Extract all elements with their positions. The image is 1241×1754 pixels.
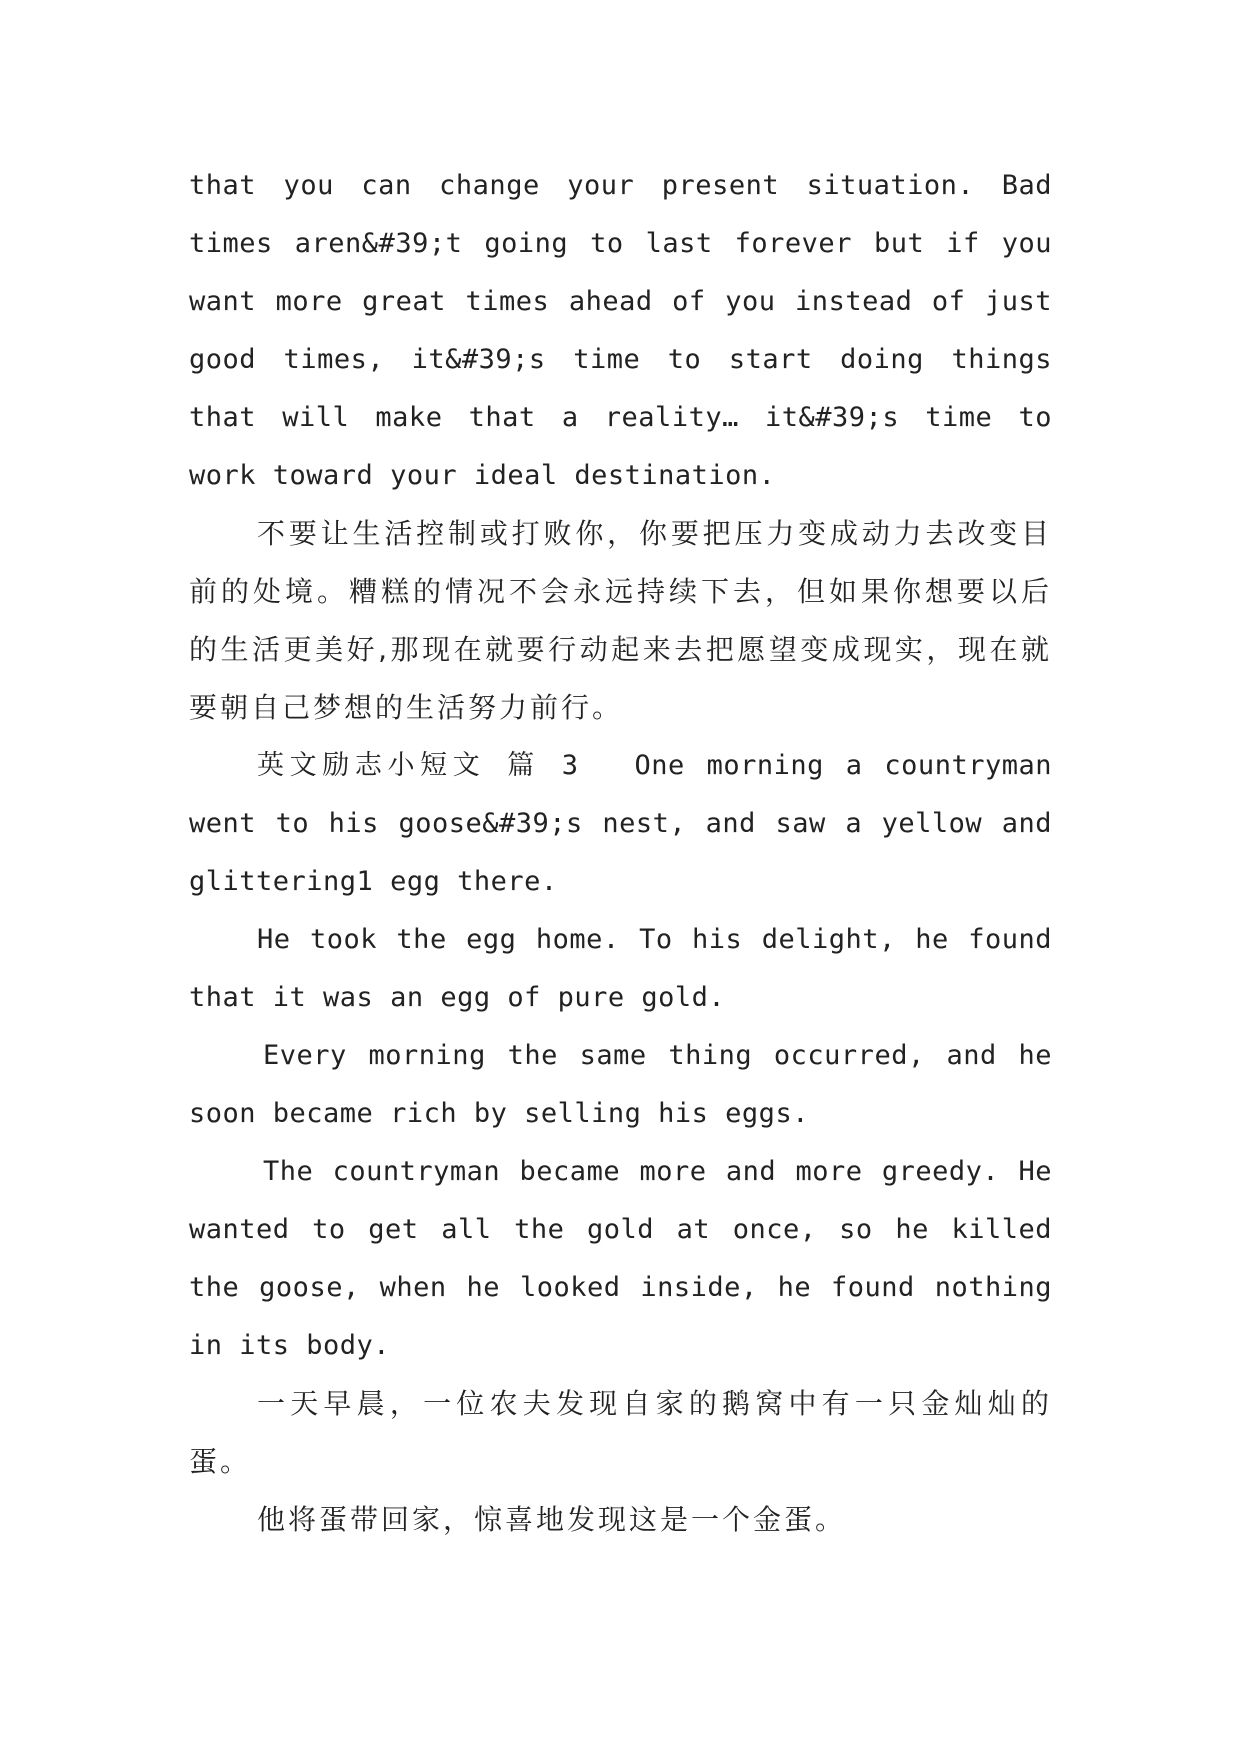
- paragraph-chinese-morning: 一天早晨，一位农夫发现自家的鹅窝中有一只金灿灿的蛋。: [189, 1387, 1052, 1478]
- paragraph-story-opening: [189, 737, 1052, 911]
- paragraph-english-situation: that you can change your present situation. Bad times aren&#39;t going to last forever but if you want more great times ahead of you instead of just good times, it&#39;s time to start doing things that will make that a reality… it&#39;s time to work toward your ideal destination.: [189, 170, 1052, 491]
- paragraph-every-morning: Every morning the same thing occurred, and he soon became rich by selling his eggs.: [189, 1040, 1052, 1129]
- story-opening-text: One morning a countryman went to his goose&#39;s nest, and saw a yellow and glittering1 egg there.: [189, 750, 1052, 897]
- document-body: [189, 157, 1052, 1549]
- paragraph-chinese-translation: 不要让生活控制或打败你，你要把压力变成动力去改变目前的处境。糟糕的情况不会永远持续下去，但如果你想要以后的生活更美好,那现在就要行动起来去把愿望变成现实，现在就要朝自己梦想的生活努力前行。: [189, 517, 1052, 724]
- paragraph-took-egg-home: He took the egg home. To his delight, he found that it was an egg of pure gold.: [189, 924, 1052, 1013]
- paragraph-chinese-gold-egg: 他将蛋带回家，惊喜地发现这是一个金蛋。: [257, 1503, 847, 1536]
- section-heading: 英文励志小短文 篇 3: [257, 750, 579, 781]
- paragraph-greedy-countryman: The countryman became more and more greedy. He wanted to get all the gold at once, so he killed the goose, when he looked inside, he found nothing in its body.: [189, 1156, 1052, 1361]
